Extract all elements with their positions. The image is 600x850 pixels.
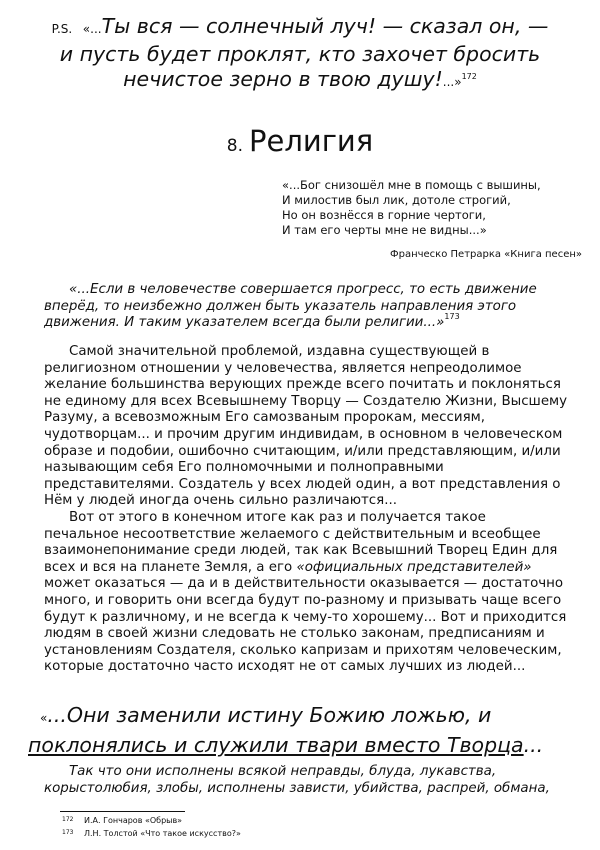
continuation-quote	[44, 764, 584, 797]
footnote-text: Л.Н. Толстой «Что такое искусство?»	[84, 829, 241, 838]
scripture-quote-open: «	[40, 711, 48, 725]
official-representatives-emphasis: «официальных представителей»	[296, 559, 532, 575]
continuation-quote-line-2: корыстолюбия, злобы, исполнены зависти, убийства, распрей, обмана,	[44, 780, 550, 796]
paragraph-2-line	[44, 560, 584, 577]
scripture-quote-text-1: ...Они заменили истину Божию ложью, и	[47, 703, 492, 727]
paragraph-2-line: Вот от этого в конечном итоге как раз и получается такое	[69, 509, 486, 525]
paragraph-1-line: чудотворцам... и прочим другим индивидам, в основном в человеческом	[44, 426, 563, 442]
paragraph-1-line: Разуму, а всевозможным Его самозваным пророкам, мессиям,	[44, 410, 486, 426]
paragraph-2-line: будут к различному, и не всегда к чему-то хорошему... Вот и приходится	[44, 609, 567, 625]
chapter-number: 8.	[226, 136, 243, 156]
paragraph-2-line: печальное несоответствие желаемого с действительным и всеобщее	[44, 526, 541, 542]
paragraph-2-text: всех и вся на планете Земля, а его	[44, 559, 297, 575]
chapter-heading	[0, 124, 600, 158]
ps-label: P.S.	[51, 22, 73, 36]
scripture-quote-underlined: поклонялись и служили твари вместо Творца	[28, 733, 524, 757]
footnote-173	[62, 827, 241, 840]
ps-quote-text-3: нечистое зерно в твою душу!	[123, 67, 443, 91]
tolstoy-quote-line-3	[44, 312, 574, 332]
ps-quote-line-2	[0, 42, 600, 67]
scripture-quote-ellipsis: ...	[523, 733, 544, 757]
footnote-text: И.А. Гончаров «Обрыв»	[84, 816, 183, 825]
footnote-divider	[60, 811, 185, 812]
footnote-172	[62, 814, 241, 827]
ps-quote-open: «...	[82, 22, 102, 36]
ps-quote-close: ...»	[442, 75, 462, 89]
epigraph-line-3: Но он вознёсся в горние чертоги,	[282, 208, 486, 222]
epigraph	[282, 178, 541, 238]
footnote-ref-173: 173	[444, 312, 460, 322]
tolstoy-quote-line-2: вперёд, то неизбежно должен быть указатель направления этого	[44, 298, 517, 314]
paragraph-1-line: Самой значительной проблемой, издавна существующей в	[69, 344, 490, 359]
tolstoy-quote-line-1: «...Если в человечестве совершается прогресс, то есть движение	[69, 282, 537, 297]
tolstoy-quote	[44, 282, 574, 332]
tolstoy-quote-text-3: движения. И таким указателем всегда были религии...»	[44, 315, 445, 331]
paragraph-2-line: много, и говорить они всегда будут по-разному и призывать чаще всего	[44, 592, 562, 608]
footnote-number: 173	[62, 829, 74, 836]
ps-quote-text-1: Ты вся — солнечный луч! — сказал он, —	[101, 14, 549, 38]
epigraph-line-4: И там его черты мне не видны...»	[282, 223, 487, 237]
chapter-title: Религия	[248, 124, 374, 158]
epigraph-source: Франческо Петрарка «Книга песен»	[390, 249, 582, 260]
scripture-quote-line-2	[28, 732, 588, 759]
footnote-number: 172	[62, 816, 74, 823]
paragraph-1-line: называющим себя Его полномочными и полноправными	[44, 460, 444, 476]
paragraph-2-line: которые достаточно часто исходят не от самых лучших из людей...	[44, 659, 526, 675]
paragraph-1-line: представителями. Создатель у всех людей один, а вот представления о	[44, 476, 561, 492]
paragraph-1-line: Нём у людей иногда очень сильно различаются...	[44, 493, 397, 509]
scripture-quote	[28, 702, 588, 759]
paragraph-1-line: религиозном отношении у человечества, является непреодолимое	[44, 360, 522, 376]
footnote-ref-172: 172	[461, 72, 477, 81]
epigraph-line-2: И милостив был лик, дотоле строгий,	[282, 193, 511, 207]
ps-quote-text-2: и пусть будет проклят, кто захочет бросить	[59, 42, 541, 66]
paragraph-2-line: установлениям Создателя, сколько капризам и прихотям человеческим,	[44, 642, 562, 658]
continuation-quote-line-1: Так что они исполнены всякой неправды, блуда, лукавства,	[69, 764, 497, 779]
epigraph-line-1: «...Бог снизошёл мне в помощь с вышины,	[282, 178, 541, 192]
paragraph-1-line: желание большинства верующих прежде всего почитать и поклоняться	[44, 377, 561, 393]
ps-quote-line-3	[0, 67, 600, 95]
paragraph-1-line: не единому для всех Всевышнему Творцу — Создателю Жизни, Высшему	[44, 393, 568, 409]
ps-quote-line-1	[0, 14, 600, 42]
footnotes	[62, 814, 241, 840]
paragraph-2-line: взаимонепонимание среди людей, так как Всевышний Творец Един для	[44, 543, 558, 559]
paragraph-2-line: может оказаться — да и в действительности оказывается — достаточно	[44, 576, 564, 592]
paragraph-2-line: людям в своей жизни следовать не столько законам, предписаниям и	[44, 626, 545, 642]
body-text	[44, 344, 584, 676]
scripture-quote-line-1	[28, 702, 588, 732]
ps-quote	[0, 14, 600, 95]
paragraph-1-line: образе и подобии, ошибочно считающим, и/или представляющим, и/или	[44, 443, 561, 459]
